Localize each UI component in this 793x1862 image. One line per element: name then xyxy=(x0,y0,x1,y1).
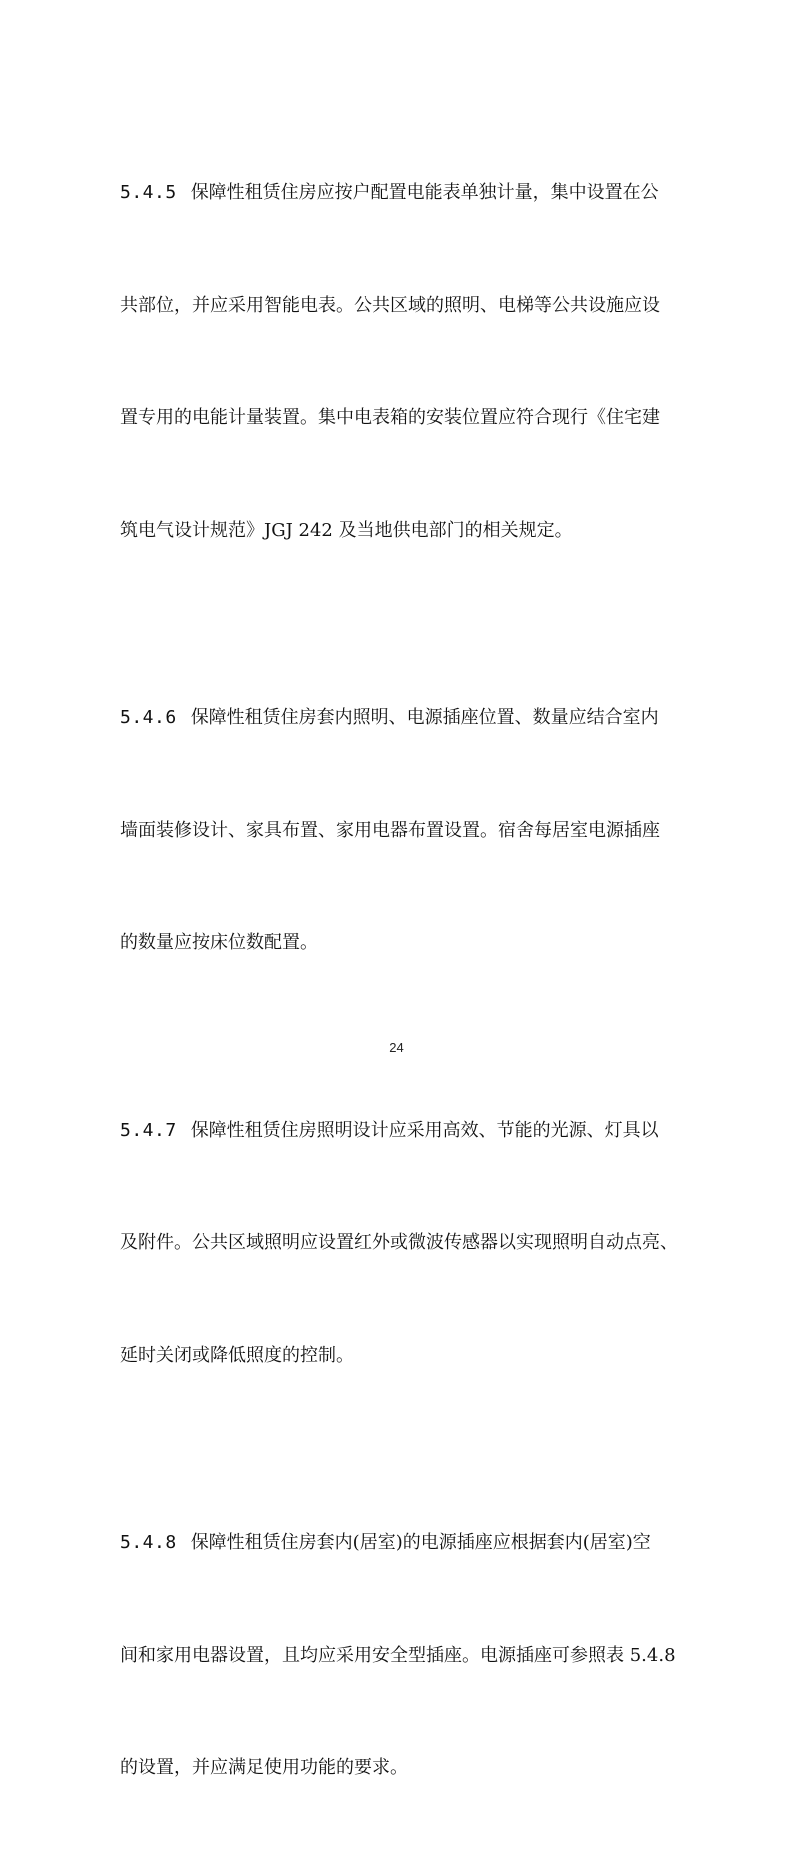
clause-5-4-6 xyxy=(120,624,695,1037)
document-body xyxy=(120,99,695,1862)
clause-text: 保障性租赁住房应按户配置电能表单独计量，集中设置在公 xyxy=(190,182,659,203)
clause-line: 筑电气设计规范》JGJ 242 及当地供电部门的相关规定。 xyxy=(120,519,573,541)
clause-line: 及附件。公共区域照明应设置红外或微波传感器以实现照明自动点亮、 xyxy=(120,1232,678,1253)
clause-5-4-7 xyxy=(120,1037,695,1450)
clause-line xyxy=(120,699,695,737)
clause-number: 5.4.7 xyxy=(120,1119,177,1141)
clause-text: 保障性租赁住房套内照明、电源插座位置、数量应结合室内 xyxy=(190,707,659,728)
clause-line: 共部位，并应采用智能电表。公共区域的照明、电梯等公共设施应设 xyxy=(120,294,660,316)
clause-line xyxy=(120,1524,695,1562)
clause-line xyxy=(120,1112,695,1150)
clause-line: 间和家用电器设置，且均应采用安全型插座。电源插座可参照表 5.4.8 xyxy=(120,1644,676,1666)
clause-5-4-5 xyxy=(120,99,695,624)
clause-line: 的设置，并应满足使用功能的要求。 xyxy=(120,1757,408,1778)
clause-number: 5.4.5 xyxy=(120,182,177,203)
clause-text: 保障性租赁住房照明设计应采用高效、节能的光源、灯具以 xyxy=(190,1119,659,1141)
clause-line: 置专用的电能计量装置。集中电表箱的安装位置应符合现行《住宅建 xyxy=(120,407,660,428)
clause-line xyxy=(120,174,695,212)
clause-number: 5.4.8 xyxy=(120,1532,177,1553)
clause-number: 5.4.6 xyxy=(120,707,177,728)
clause-5-4-8 xyxy=(120,1449,695,1862)
clause-line: 的数量应按床位数配置。 xyxy=(120,932,318,953)
clause-line: 延时关闭或降低照度的控制。 xyxy=(120,1344,354,1366)
page-number: 24 xyxy=(389,1040,404,1055)
clause-line: 墙面装修设计、家具布置、家用电器布置设置。宿舍每居室电源插座 xyxy=(120,819,660,841)
clause-text: 保障性租赁住房套内(居室)的电源插座应根据套内(居室)空 xyxy=(190,1532,651,1553)
